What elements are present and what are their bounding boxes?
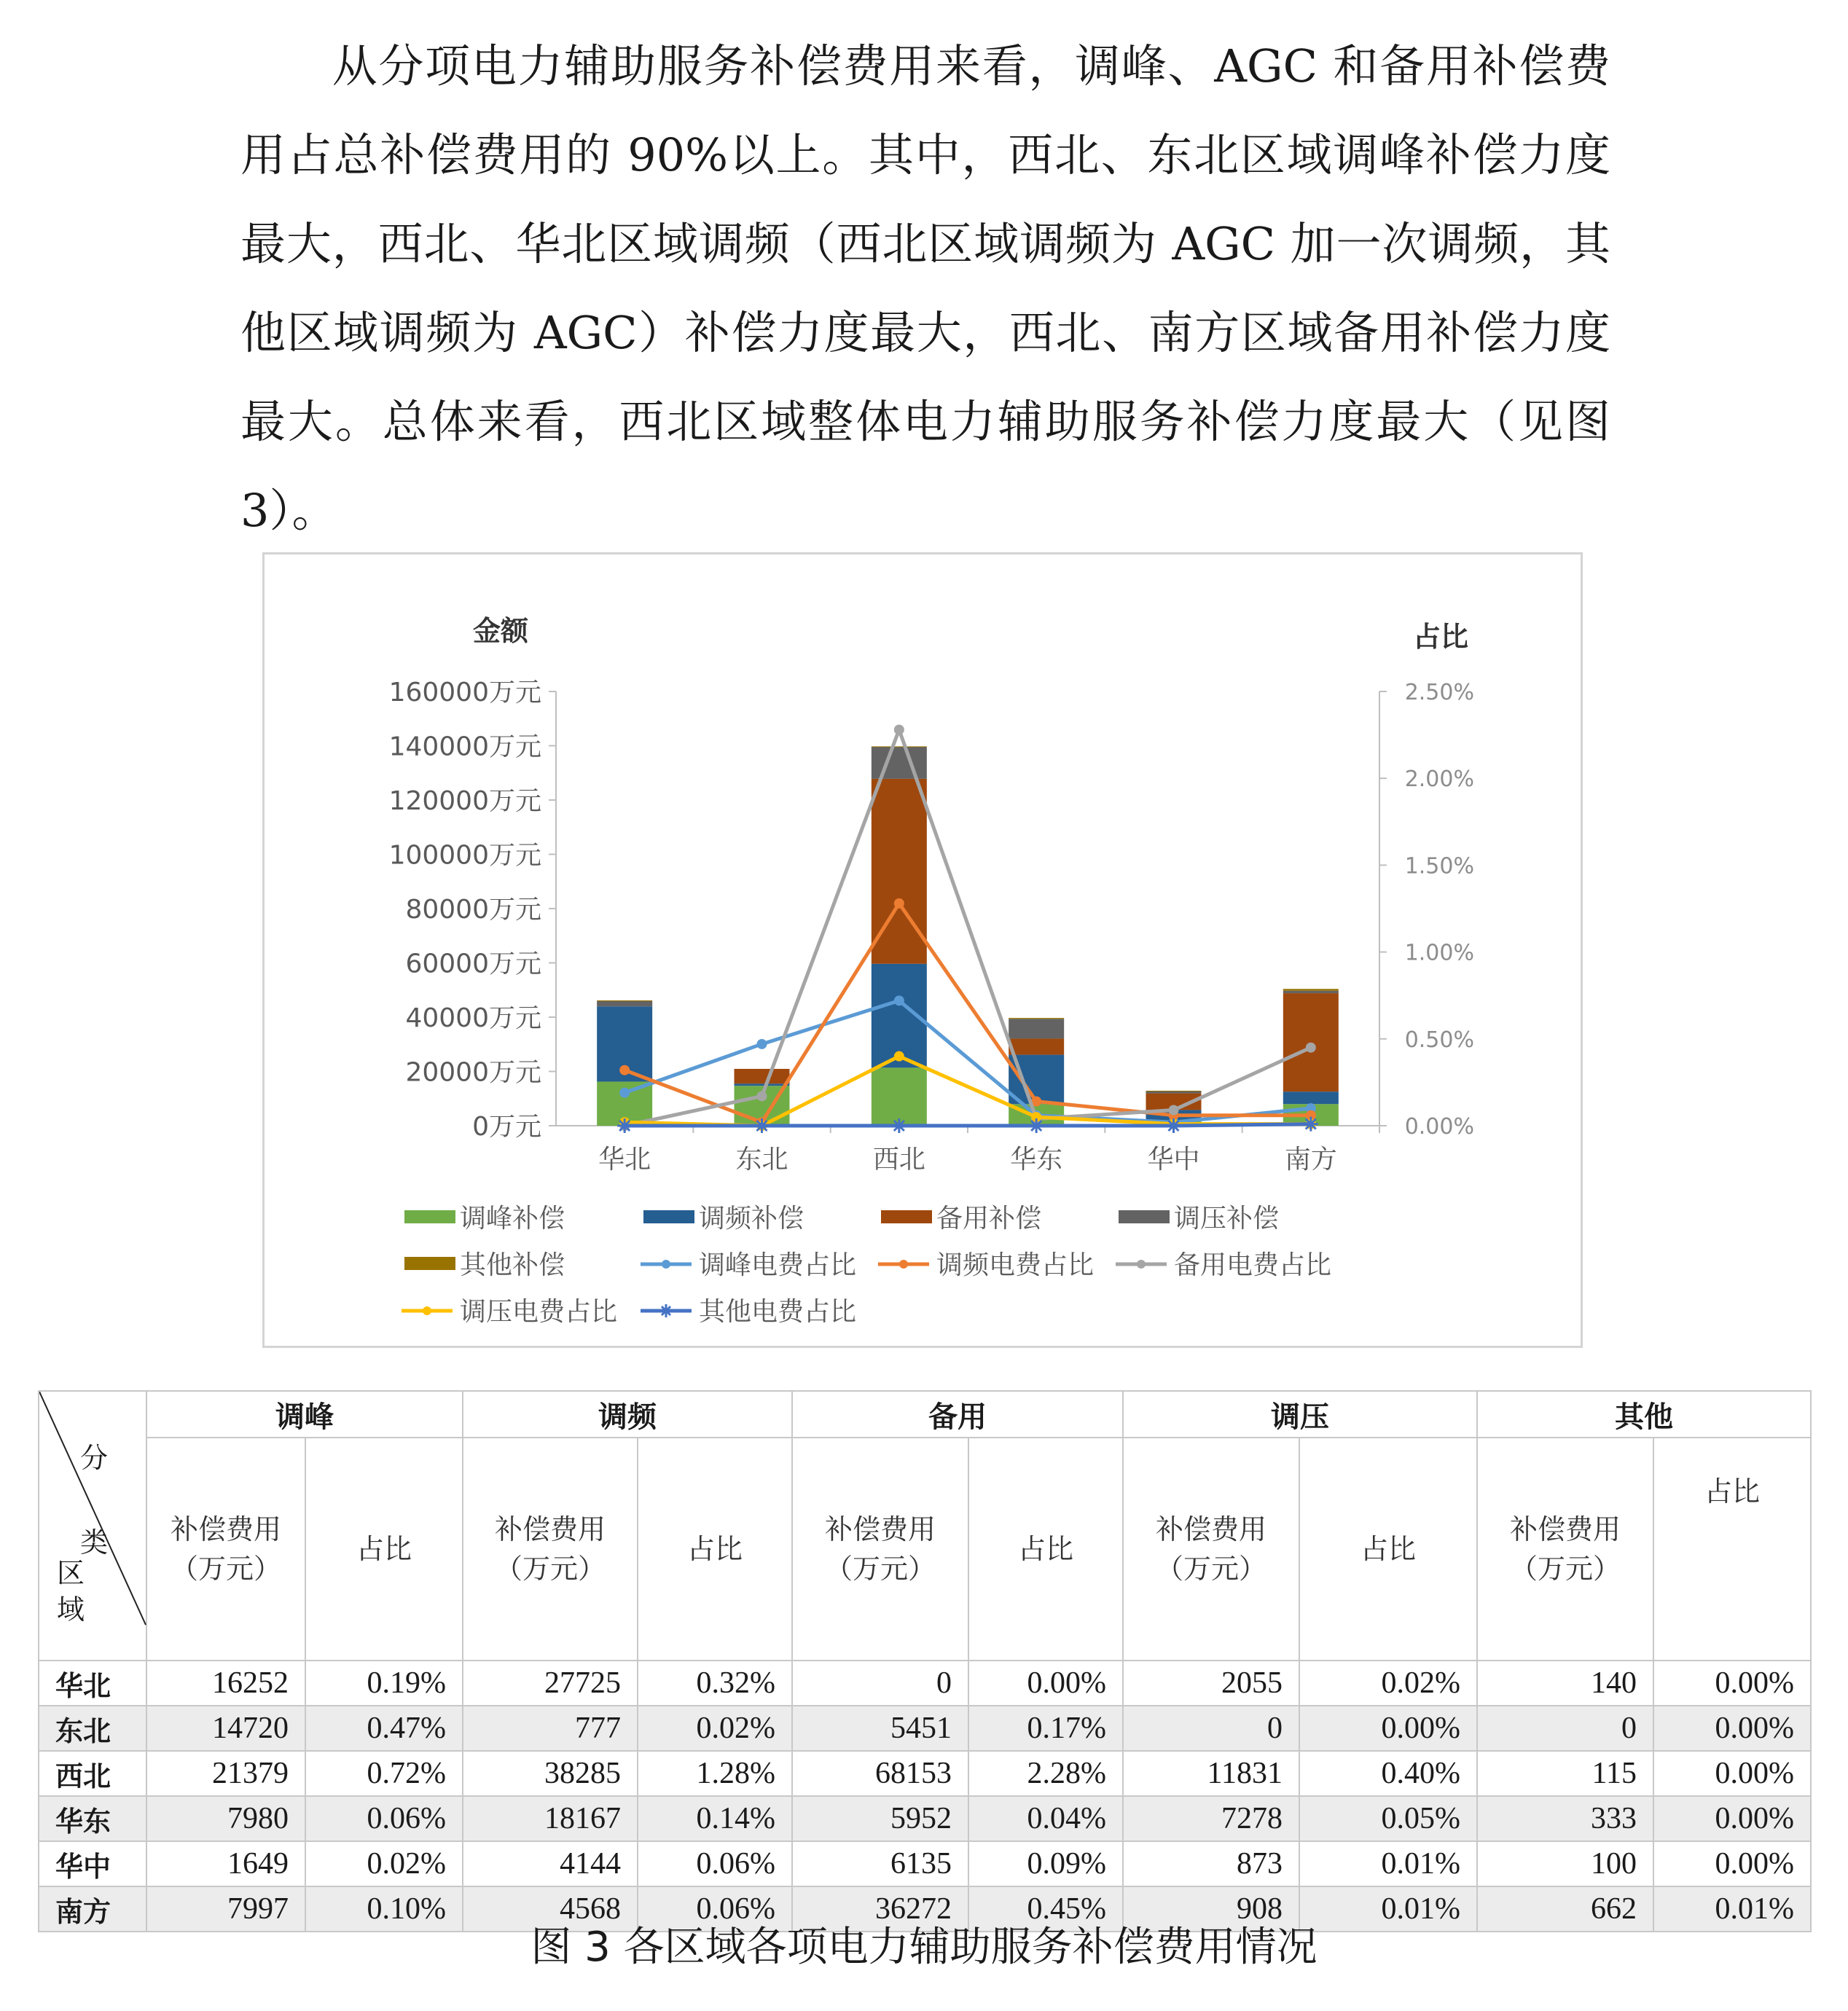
table-row bbox=[39, 1796, 1811, 1841]
cell-ratio: 0.02% bbox=[1299, 1661, 1477, 1706]
sub-header-fee bbox=[1477, 1438, 1653, 1661]
cell-fee: 0 bbox=[792, 1661, 968, 1706]
row-region-label: 南方 bbox=[39, 1886, 146, 1932]
cell-fee: 7997 bbox=[146, 1886, 305, 1932]
cell-fee: 5451 bbox=[792, 1706, 968, 1751]
x-tick-label: 华东 bbox=[1010, 1145, 1063, 1175]
legend-swatch bbox=[881, 1210, 932, 1223]
cell-fee: 6135 bbox=[792, 1841, 968, 1886]
left-tick-label: 140000万元 bbox=[388, 732, 541, 762]
cell-ratio: 0.14% bbox=[638, 1796, 792, 1841]
sub-header-row bbox=[39, 1438, 1811, 1661]
sub-header-fee-line1: 补偿费用 bbox=[824, 1513, 936, 1545]
cell-fee: 2055 bbox=[1123, 1661, 1299, 1706]
bar-segment bbox=[1009, 1038, 1064, 1054]
left-tick-label: 100000万元 bbox=[388, 840, 541, 871]
bar-segment bbox=[1283, 989, 1339, 990]
table-row bbox=[39, 1661, 1811, 1706]
legend-label: 备用补偿 bbox=[936, 1204, 1042, 1234]
cell-fee: 36272 bbox=[792, 1886, 968, 1932]
line-point bbox=[619, 1088, 630, 1098]
cell-fee: 333 bbox=[1477, 1796, 1653, 1841]
legend-label: 调频补偿 bbox=[699, 1204, 804, 1234]
cell-fee: 18167 bbox=[463, 1796, 638, 1841]
sub-header-fee-line2: （万元） bbox=[1509, 1553, 1621, 1585]
table-body bbox=[39, 1661, 1811, 1932]
cell-fee: 7980 bbox=[146, 1796, 305, 1841]
legend-label: 备用电费占比 bbox=[1174, 1250, 1332, 1280]
line-point bbox=[757, 1091, 767, 1101]
corner-label-fen: 分 bbox=[80, 1442, 109, 1474]
left-tick-label: 120000万元 bbox=[388, 786, 541, 816]
cell-fee: 100 bbox=[1477, 1841, 1653, 1886]
left-axis-title: 金额 bbox=[472, 615, 529, 647]
sub-header-fee-line1: 补偿费用 bbox=[1509, 1513, 1621, 1545]
cell-fee: 1649 bbox=[146, 1841, 305, 1886]
bar-segment bbox=[872, 747, 927, 779]
cell-ratio: 0.09% bbox=[968, 1841, 1123, 1886]
right-tick-label: 2.00% bbox=[1404, 767, 1474, 793]
cell-ratio: 0.02% bbox=[305, 1841, 463, 1886]
line-point bbox=[894, 724, 904, 734]
cell-ratio: 0.00% bbox=[1299, 1706, 1477, 1751]
cell-fee: 27725 bbox=[463, 1661, 638, 1706]
line-point bbox=[1169, 1105, 1179, 1116]
sub-header-fee-line2: （万元） bbox=[824, 1553, 936, 1585]
legend-marker bbox=[423, 1306, 431, 1315]
cell-fee: 115 bbox=[1477, 1751, 1653, 1796]
row-region-label: 东北 bbox=[39, 1706, 146, 1751]
cell-fee: 14720 bbox=[146, 1706, 305, 1751]
cell-ratio: 0.32% bbox=[638, 1661, 792, 1706]
cell-fee: 5952 bbox=[792, 1796, 968, 1841]
sub-header-fee-line1: 补偿费用 bbox=[170, 1513, 281, 1545]
cell-ratio: 0.00% bbox=[1653, 1841, 1811, 1886]
left-tick-label: 80000万元 bbox=[405, 895, 541, 925]
bar-segment bbox=[735, 1083, 790, 1086]
sub-header-fee bbox=[1123, 1438, 1299, 1661]
sub-header-fee bbox=[146, 1438, 305, 1661]
cell-fee: 777 bbox=[463, 1706, 638, 1751]
sub-header-ratio: 占比 bbox=[305, 1438, 463, 1661]
cell-ratio: 1.28% bbox=[638, 1751, 792, 1796]
cell-ratio: 0.06% bbox=[305, 1796, 463, 1841]
table-row bbox=[39, 1751, 1811, 1796]
cell-ratio: 0.45% bbox=[968, 1886, 1123, 1932]
legend-marker bbox=[659, 1304, 673, 1317]
table-row bbox=[39, 1706, 1811, 1751]
row-region-label: 华中 bbox=[39, 1841, 146, 1886]
legend-label: 调压补偿 bbox=[1174, 1204, 1280, 1234]
bar-segment bbox=[1283, 993, 1339, 1091]
sub-header-fee-line2: （万元） bbox=[494, 1553, 606, 1585]
line-point bbox=[1029, 1118, 1044, 1133]
legend-marker bbox=[1137, 1260, 1146, 1269]
x-tick-label: 南方 bbox=[1284, 1145, 1337, 1175]
sub-header-fee-line1: 补偿费用 bbox=[494, 1513, 606, 1545]
right-tick-label: 2.50% bbox=[1404, 680, 1474, 705]
sub-header-ratio: 占比 bbox=[1653, 1438, 1811, 1661]
cell-ratio: 0.00% bbox=[1653, 1796, 1811, 1841]
line-point bbox=[1167, 1118, 1181, 1133]
legend-swatch bbox=[643, 1210, 694, 1223]
group-header-tiaopin: 调频 bbox=[463, 1391, 792, 1438]
series-line bbox=[625, 729, 1311, 1126]
line-point bbox=[894, 1051, 904, 1062]
line-point bbox=[757, 1039, 767, 1049]
corner-label-yu: 域 bbox=[57, 1593, 85, 1626]
bar-segment bbox=[1283, 1091, 1339, 1104]
group-header-beiyong: 备用 bbox=[792, 1391, 1123, 1438]
sub-header-fee-line1: 补偿费用 bbox=[1155, 1513, 1266, 1545]
bar-segment bbox=[597, 1000, 652, 1001]
row-region-label: 华东 bbox=[39, 1796, 146, 1841]
body-paragraph-text: 从分项电力辅助服务补偿费用来看，调峰、AGC 和备用补偿费用占总补偿费用的 90%以上。其中，西北、东北区域调峰补偿力度最大，西北、华北区域调频（西北区域调频为 AGC 加一次调频，其他区域调频为 AGC）补偿力度最大，西北、南方区域备用补偿力度最大。总体来看，西北区域整体电力辅助服务补偿力度最大（见图 3）。 bbox=[240, 39, 1610, 537]
sub-header-fee bbox=[792, 1438, 968, 1661]
cell-ratio: 0.04% bbox=[968, 1796, 1123, 1841]
bar-segment bbox=[735, 1069, 790, 1083]
bar-segment bbox=[597, 1001, 652, 1007]
right-tick-label: 0.50% bbox=[1404, 1027, 1474, 1053]
cell-fee: 873 bbox=[1123, 1841, 1299, 1886]
cell-fee: 0 bbox=[1477, 1706, 1653, 1751]
right-tick-label: 1.50% bbox=[1404, 853, 1474, 879]
legend-marker bbox=[662, 1260, 670, 1269]
row-region-label: 西北 bbox=[39, 1751, 146, 1796]
cell-ratio: 0.02% bbox=[638, 1706, 792, 1751]
cell-fee: 38285 bbox=[463, 1751, 638, 1796]
compensation-table bbox=[38, 1390, 1812, 1932]
cell-fee: 4568 bbox=[463, 1886, 638, 1932]
series-line bbox=[625, 903, 1311, 1122]
cell-fee: 68153 bbox=[792, 1751, 968, 1796]
cell-ratio: 0.01% bbox=[1299, 1886, 1477, 1932]
cell-fee: 908 bbox=[1123, 1886, 1299, 1932]
legend-label: 其他补偿 bbox=[460, 1250, 565, 1280]
x-tick-label: 西北 bbox=[872, 1145, 925, 1175]
bar-segment bbox=[1009, 1018, 1064, 1019]
left-tick-label: 40000万元 bbox=[405, 1003, 541, 1033]
legend-swatch bbox=[1119, 1210, 1170, 1223]
left-tick-label: 60000万元 bbox=[405, 949, 541, 979]
cell-ratio: 0.47% bbox=[305, 1706, 463, 1751]
cell-fee: 21379 bbox=[146, 1751, 305, 1796]
sub-header-ratio: 占比 bbox=[638, 1438, 792, 1661]
corner-label-lei: 类 bbox=[80, 1526, 109, 1559]
cell-ratio: 0.00% bbox=[1653, 1661, 1811, 1706]
cell-fee: 11831 bbox=[1123, 1751, 1299, 1796]
cell-ratio: 0.19% bbox=[305, 1661, 463, 1706]
cell-ratio: 0.17% bbox=[968, 1706, 1123, 1751]
x-tick-label: 东北 bbox=[735, 1145, 788, 1175]
cell-fee: 662 bbox=[1477, 1886, 1653, 1932]
x-tick-label: 华北 bbox=[598, 1145, 651, 1175]
chart-figure bbox=[262, 552, 1583, 1348]
line-point bbox=[1306, 1043, 1316, 1053]
group-header-tiaoya: 调压 bbox=[1123, 1391, 1477, 1438]
cell-ratio: 0.00% bbox=[968, 1661, 1123, 1706]
cell-ratio: 0.72% bbox=[305, 1751, 463, 1796]
line-point bbox=[755, 1118, 770, 1133]
cell-ratio: 0.40% bbox=[1299, 1751, 1477, 1796]
bar-segment bbox=[1283, 991, 1339, 993]
sub-header-fee bbox=[463, 1438, 638, 1661]
left-tick-label: 0万元 bbox=[472, 1112, 541, 1142]
body-paragraph bbox=[240, 22, 1610, 555]
cell-ratio: 0.01% bbox=[1653, 1886, 1811, 1932]
cell-ratio: 0.00% bbox=[1653, 1706, 1811, 1751]
cell-ratio: 0.00% bbox=[1653, 1751, 1811, 1796]
legend-label: 调频电费占比 bbox=[936, 1250, 1095, 1280]
cell-ratio: 2.28% bbox=[968, 1751, 1123, 1796]
legend-label: 调压电费占比 bbox=[460, 1297, 618, 1327]
x-tick-label: 华中 bbox=[1147, 1145, 1200, 1175]
cell-fee: 16252 bbox=[146, 1661, 305, 1706]
figure-caption: 图 3 各区域各项电力辅助服务补偿费用情况 bbox=[530, 1924, 1318, 1971]
bar-segment bbox=[872, 1067, 927, 1126]
line-point bbox=[619, 1065, 630, 1075]
left-tick-label: 160000万元 bbox=[388, 678, 541, 707]
group-header-tiaofeng: 调峰 bbox=[146, 1391, 463, 1438]
table-row bbox=[39, 1841, 1811, 1886]
legend-swatch bbox=[404, 1210, 455, 1223]
cell-fee: 4144 bbox=[463, 1841, 638, 1886]
legend-label: 其他电费占比 bbox=[699, 1297, 857, 1327]
cell-ratio: 0.10% bbox=[305, 1886, 463, 1932]
cell-ratio: 0.01% bbox=[1299, 1841, 1477, 1886]
bar-segment bbox=[872, 746, 927, 747]
sub-header-ratio: 占比 bbox=[1299, 1438, 1477, 1661]
right-tick-label: 0.00% bbox=[1404, 1114, 1474, 1140]
bar-segment bbox=[1009, 1019, 1064, 1038]
left-tick-label: 20000万元 bbox=[405, 1057, 541, 1088]
corner-label-qu: 区 bbox=[57, 1557, 85, 1589]
sub-header-ratio: 占比 bbox=[968, 1438, 1123, 1661]
legend-label: 调峰补偿 bbox=[460, 1204, 565, 1234]
line-point bbox=[894, 898, 904, 909]
series-line bbox=[625, 1124, 1311, 1126]
sub-header-fee-line2: （万元） bbox=[170, 1553, 281, 1585]
group-header-qita: 其他 bbox=[1477, 1391, 1811, 1438]
legend-marker bbox=[899, 1260, 908, 1269]
right-tick-label: 1.00% bbox=[1404, 940, 1474, 966]
cell-fee: 7278 bbox=[1123, 1796, 1299, 1841]
row-region-label: 华北 bbox=[39, 1661, 146, 1706]
stacked-bar-line-chart bbox=[265, 554, 1581, 1346]
right-axis-title: 占比 bbox=[1412, 621, 1469, 653]
legend-swatch bbox=[404, 1257, 455, 1270]
cell-ratio: 0.05% bbox=[1299, 1796, 1477, 1841]
cell-fee: 140 bbox=[1477, 1661, 1653, 1706]
line-point bbox=[894, 995, 904, 1006]
table-corner-cell bbox=[39, 1391, 146, 1661]
sub-header-fee-line2: （万元） bbox=[1155, 1553, 1266, 1585]
legend-label: 调峰电费占比 bbox=[699, 1250, 857, 1280]
cell-ratio: 0.06% bbox=[638, 1886, 792, 1932]
cell-fee: 0 bbox=[1123, 1706, 1299, 1751]
cell-ratio: 0.06% bbox=[638, 1841, 792, 1886]
